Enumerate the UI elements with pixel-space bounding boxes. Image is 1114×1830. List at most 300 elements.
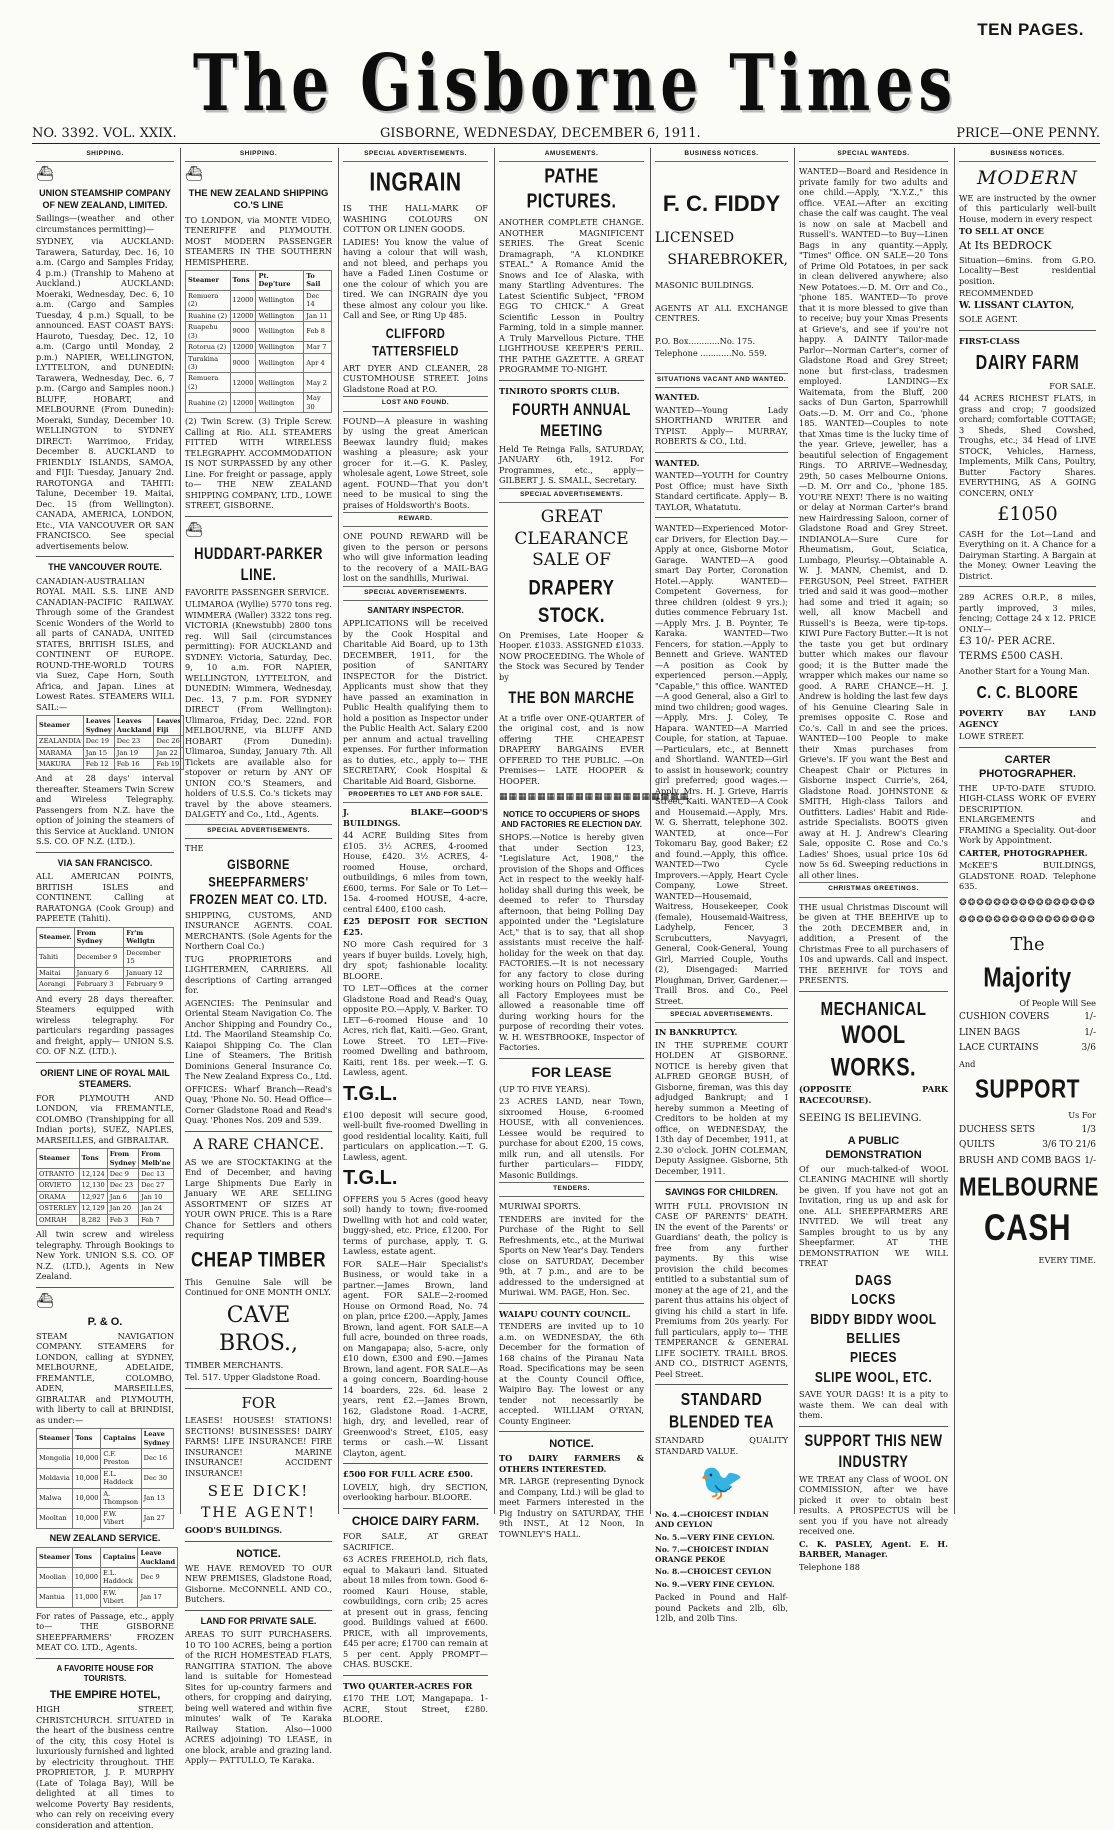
table-cell: Dec 26 [154,736,184,747]
table-cell: May 30 [304,393,332,413]
table-row [186,393,332,413]
table-cell: Ruahine (2) [186,393,231,413]
table-cell: Feb 7 [139,1214,174,1225]
special-ads-heading: SPECIAL ADVERTISEMENTS. [343,586,488,601]
table-cell: Tons [79,1149,107,1169]
christmas-greetings-body: THE usual Christmas Discount will be given at THE BEEHIVE up to the 20th DECEMBER and, in addition, a Present of the Christmas Free to all purchasers of 10s and upwards. Call and inspect. THE BEEHIVE for TOYS and PRESENTS. [799,901,948,986]
table-header-row [37,1548,178,1568]
ingrain-body: LADIES! You know the value of having a colour that will wash, and not bleed, and perhaps you have a Faded Linen Costume or one the colour of which you are tired. We can INGRAIN dye you these almost any colour you like. Call and See, or Ring Up 485. [343,236,488,321]
table-cell: Wellington [256,322,304,342]
column-heading: SPECIAL ADVERTISEMENTS. [343,148,488,162]
steamship-icon: ⛴ [36,166,54,183]
gisborne-sheepfarmers-body: SHIPPING, CUSTOMS, AND INSURANCE AGENTS. COAL MERCHANTS. (Sole Agents for the Northern Coal Co.) [185,909,332,952]
table-cell: Feb 3 [107,1214,138,1225]
column-special-ads [338,148,492,1725]
young-man-start: Another Start for a Young Man. [959,665,1090,676]
table-cell: Dec 16 [141,1449,173,1469]
table-cell: 12000 [230,393,256,413]
list-item: PIECES [849,1348,897,1366]
ingrain-title: INGRAIN [369,168,462,197]
support-industry-body: WE TREAT any Class of WOOL ON COMMISSION, after we have picked it over to obtain best results. A PROSPECTUS will be sent you if you have not already received one. [799,1473,948,1537]
union-sailings-subtitle: Sailings—(weather and other circumstances permitting)— [36,213,174,234]
table-cell: Dec 9 [138,1567,178,1587]
situation: Situation—6mins. from G.P.O. Locality—Best residential position. [959,254,1096,286]
price-row [959,1156,1096,1168]
price-row [959,1140,1096,1152]
san-francisco-body: ALL AMERICAN POINTS, BRITISH ISLES and CONTINENT. Calling at RARATONGA (Cook Group) and PAPEETE (Tahiti). [36,871,174,924]
san-francisco-table [36,927,174,991]
table-cell: January 6 [74,967,124,978]
wanted-youth: WANTED—YOUTH for Country Post Office; must have Sixth Standard certificate. Apply— B. TAYLOR, Whatatutu. [655,470,788,512]
election-notice-title: NOTICE TO OCCUPIERS OF SHOPS AND FACTORIES RE ELECTION DAY. [501,809,642,829]
newspaper-masthead: The Gisborne Times [192,38,958,130]
bedrock: At Its BEDROCK [959,238,1052,252]
tiniroto-club: TINIROTO SPORTS CLUB. [499,385,620,396]
table-cell: Jan 10 [139,1191,174,1202]
and-word: And [959,1058,976,1069]
public-demo-body: Of our much-talked-of WOOL CLEANING MACHINE will shortly be given. If you have not got an Invitation, ring us up and ask for one. ALL SHEEPFARMERS ARE INVITED. We will treat any Samples brought to us by any Sheepfarmer. AT THE DEMONSTRATION WE WILL TREAT [799,1163,948,1269]
sharebroker-label: SHAREBROKER, [667,252,788,269]
table-row [37,1449,174,1469]
table-cell: Mooltan [37,1508,73,1528]
bloore-agency: POVERTY BAY LAND AGENCY [959,708,1096,729]
list-item: SLIPE WOOL, ETC. [814,1367,933,1386]
table-cell: Jan 15 [83,747,114,758]
table-cell: Rotorua (2) [186,342,231,353]
column-heading: AMUSEMENTS. [499,148,644,162]
rare-chance-body: AS we are STOCKTAKING at the End of December, and having Large Shipments Due Early in January WE ARE SELLING ASSORTMENT OF SIZES AT YOUR OWN PRICE. This is a Rare Chance for Settlers and others requiring [185,1156,332,1241]
po-body: STEAM NAVIGATION COMPANY. STEAMERS for LONDON, calling at SYDNEY, MELBOURNE, ADELAIDE, FREMANTLE, COLOMBO, ADEN, MARSEILLES, GIBRALTAR and PLYMOUTH, with liberty to call at BRINDISI, as under:— [36,1330,174,1425]
empire-hotel-title: THE EMPIRE HOTEL, [49,1689,161,1702]
column-heading: SHIPPING. [36,148,174,162]
fiddy-title: F. C. FIDDY [662,191,781,217]
dairy-farmers-subtitle: TO DAIRY FARMERS & OTHERS INTERESTED. [499,1453,644,1474]
for-sale-list: FOR SALE—Hair Specialist's Business, or would take in a partner.—James Brown, land agent. FOR SALE—2-roomed House on Ormond Road, No. 74 on plan, price £200.—Apply, James Brown, land agent. FOR SALE—A full acre, bounded on three roads, on Mangapapa; also, 5-acre, only £10 down, £300 and £90.—James Brown, land agent. FOR SALE—As a going concern, Boarding-house 14 boarders, 22s. 6d. lease 2 years, rent £2.—James Brown, 162, Gladstone Road. 1-ACRE, high, dry, and levelled, rear of Greenwood's Street, £105, easy terms or cash.—W. Lissant Clayton, agent. [343,1258,488,1458]
price-value: 1/3 [1081,1124,1096,1135]
table-cell: 12,124 [79,1169,107,1180]
table-row [37,1180,174,1191]
table-cell: Moldavia [37,1468,73,1488]
table-cell: Jan 17 [138,1587,178,1607]
price-per-acre: £3 10/- PER ACRE. [959,636,1056,647]
waiapu-council-body: TENDERS are invited up to 10 a.m. on WEDNESDAY, the 6th December for the formation of 168 chains of the Piranau Nata Road. Specifications may be seen at the County Council Office, Waipiro Bay. The lowest or any tender not necessarily be accepted. WILLIAM O'RYAN, County Engineer. [499,1321,644,1426]
table-row [186,353,332,373]
po-sailing-table [36,1428,174,1528]
cave-bros-subtitle: TIMBER MERCHANTS. [185,1359,284,1370]
special-ads-heading: SPECIAL ADVERTISEMENTS. [185,824,332,839]
table-cell: Tons [73,1429,101,1449]
licensed-label: LICENSED [655,230,735,247]
cave-bros-title: CAVE BROS., [218,1302,299,1356]
for-sale-label: FOR SALE. [1049,380,1096,391]
dairy-farmers-body: MR. LARGE (representing Dynock and Company, Ltd.) will be glad to meet Farmers interested in the Pig Industry on SATURDAY, THE 9th INST., At 12 Noon, In TOWNLEY'S HALL. [499,1476,644,1539]
table-cell: Wellington [256,373,304,393]
column-shipping-2 [180,148,336,1766]
table-cell: Dec 30 [141,1468,173,1488]
choice-dairy-subtitle: FOR SALE, AT GREAT SACRIFICE. [343,1531,488,1552]
situations-heading: SITUATIONS VACANT AND WANTED. [655,373,788,388]
table-header-row [37,1429,174,1449]
wanted-typist: WANTED—Young Lady SHORTHAND WRITER and TYPIST. Apply— MURRAY, ROBERTS & CO., Ltd. [655,404,788,447]
table-cell: Jan 11 [304,310,332,321]
table-cell: ORVIETO [37,1180,80,1191]
table-row [37,1214,174,1225]
price-row [959,1043,1096,1055]
pathe-pictures-body: ANOTHER COMPLETE CHANGE. ANOTHER MAGNIFICENT SERIES. The Great Scenic Dramagraph, "A KLONDIKE STEAL." A Romance Amid the Snows and Ice of Alaska, with many Startling Adventures. The Latest Scientific Subject, "FROM EGG TO CHICK." A Great Scientific Lesson in Poultry Farming, told in a simple manner. A Truly Marvellous Picture. THE LIGHTHOUSE KEEPER'S PERIL. THE PATHE GAZETTE. A GREAT PROGRAMME TO-NIGHT. [499,217,644,375]
table-cell: Maitai [37,967,75,978]
table-cell: Captains [101,1548,138,1568]
drapery-stock-title: DRAPERY STOCK. [528,575,615,627]
savings-body: WITH FULL PROVISION IN CASE OF PARENTS' DEATH. IN the event of the Parents' or Guardians' death, the policy is free from any further payments. By this wise provision the child becomes entitled to a substantial sum of money at the age of 21, and the parent thus attains his object of giving his child a start in life. Premiums from 20s yearly. For full particulars, apply to— THE TEMPERANCE & GENERAL LIFE SOCIETY. TRAILL BROS. AND CO., DISTRICT AGENTS, Peel Street. [655,1200,788,1379]
the-agent: THE AGENT! [201,1505,316,1522]
of-people: Of People Will See [1019,997,1096,1008]
table-cell: MAKURA [37,759,84,770]
sell-at-once: TO SELL AT ONCE [959,226,1044,237]
bon-marche-body: At a trifle over ONE-QUARTER of the original cost, and is now offering THE CHEAPEST DRAPERY BARGAINS EVER OFFERED TO THE PUBLIC. —On Premises— LATE HOOPER & HOOPER. [499,712,644,786]
us-for: Us For [1068,1110,1096,1121]
acres-offer: 289 ACRES O.R.P., 8 miles, partly improved, 3 miles, fencing; Cottage 24 x 12. PRICE ONLY— [959,592,1096,634]
dateline [32,124,1100,144]
gisborne-sheepfarmers-offices: OFFICES: Wharf Branch—Read's Quay, 'Phone No. 50. Head Office—Corner Gladstone Road and Read's Quay. 'Phones Nos. 209 and 539. [185,1083,332,1126]
union-sailings-body: SYDNEY, via AUCKLAND: Tarawera, Saturday, Dec. 16, 10 a.m. (Cargo and Samples Friday, 4 p.m.) (Tranship to Maheno at Auckland.) AUCKLAND: Moeraki, Wednesday, Dec. 6, 10 a.m. (Cargo and Samples Tuesday, 4 p.m.) Squall, to be announced. EAST COAST BAYS: Hauroto, Tuesday, Dec. 12, 10 a.m. (Cargo until Monday, 2 p.m.) NAPIER, WELLINGTON, LYTTELTON, and DUNEDIN: Tarawera, Wednesday, Dec. 6, 7 p.m. (Cargo and Samples noon.) BLUFF, HOBART, and MELBOURNE (From Dunedin): Moeraki, Sunday, December 10. WELLINGTON to SYDNEY DIRECT: Warrimoo, Friday, December 8. AUCKLAND to FRIENDLY ISLANDS, SAMOA, and FIJI: Tuesday, January 2nd. RAROTONGA and TAHITI: Talune, December 19. Maitai, Dec. 15 (from Wellington). CANADA, AMERICA, LONDON, Etc., VIA VANCOUVER OR SAN FRANCISCO. See special advertisements below. [36,236,174,551]
table-cell: 10,000 [73,1508,101,1528]
for-lease-title: FOR LEASE [531,1063,612,1080]
majority-title: Majority [983,961,1072,993]
table-cell: 12,130 [79,1180,107,1191]
table-cell: May 2 [304,373,332,393]
seeing-believing: SEEING IS BELIEVING. [799,1113,922,1124]
gisborne-sheepfarmers-title: GISBORNE SHEEPFARMERS' FROZEN MEAT CO. LTD. [189,857,328,908]
gisborne-sheepfarmers-tug: TUG PROPRIETORS and LIGHTERMEN, CARRIERS. All descriptions of Carting arranged for. [185,953,332,996]
telephone: Telephone ............No. 559. [655,348,767,359]
list-item: DAGS [855,1271,892,1289]
table-row [37,1468,174,1488]
table-cell: Jan 13 [141,1488,173,1508]
table-cell: Feb 16 [114,759,154,770]
meeting-body: Held Te Reinga Falls, SATURDAY, JANUARY 6th, 1912. For Programmes, etc., apply— GILBERT J. S. SMALL, Secretary. [499,443,644,485]
muriwai-sports-body: TENDERS are invited for the Purchase of the Right to Sell Refreshments, etc., at the Muriwai Sports on New Year's Day. Tenders close on SATURDAY, December 9th, at 7 p.m., and are to be addressed to the undersigned at Muriwai. WM. PAGE, Hon. Sec. [499,1213,644,1298]
table-cell: Remuera (2) [186,290,231,310]
ornament-divider: ❂❂❂❂❂❂❂❂❂❂❂❂❂❂❂❂ [959,897,1096,908]
table-cell: 11,000 [72,1587,100,1607]
blake-title: J. BLAKE—GOOD'S BUILDINGS. [343,807,488,828]
full-acre-body: LOVELY, high, dry SECTION, overlooking harbour. BLOORE. [343,1481,488,1503]
quarter-acres-title: TWO QUARTER-ACRES FOR [343,1680,473,1691]
notice-body: WE HAVE REMOVED TO OUR NEW PREMISES, Gladstone Road, Gisborne. McCONNELL AND CO., Butchers. [185,1562,332,1605]
cheap-timber-title: CHEAP TIMBER [190,1247,327,1272]
table-cell: February 3 [74,979,124,990]
table-cell: ORAMA [37,1191,80,1202]
for-lease-subtitle: (UP TO FIVE YEARS). [499,1083,591,1094]
table-cell: February 9 [124,979,174,990]
carter-body: THE UP-TO-DATE STUDIO. HIGH-CLASS WORK OF EVERY DESCRIPTION. ENLARGEMENTS and FRAMING a Speciality. Out-door Work by Appointment. [959,782,1096,846]
table-cell: To Sail [304,271,332,291]
table-row [37,1587,178,1607]
table-cell: F.W. Vibert [101,1508,141,1528]
table-cell: Dec 13 [139,1169,174,1180]
price-list-1 [959,1012,1096,1055]
table-cell: Feb 8 [304,322,332,342]
table-cell: Jan 20 [107,1203,138,1214]
san-francisco-footer: And every 28 days thereafter. Steamers equipped with wireless telegraphy. For particulars regarding passages and freight, apply— UNION S.S. CO. OF N.Z. (LTD.). [36,993,174,1057]
support-title: SUPPORT [974,1075,1080,1105]
column-heading: SPECIAL WANTEDS. [799,148,948,162]
reward-body: ONE POUND REWARD will be given to the person or persons who will give information leading to the recovery of a MAIL-BAG lost on the sandhills, Muriwai. [343,531,488,584]
rare-chance-title: A RARE CHANCE. [192,1136,325,1153]
table-cell: Wellington [256,353,304,373]
price-label: LINEN BAGS [959,1027,1021,1038]
table-cell: Jan 27 [141,1508,173,1528]
table-cell: Dec 27 [139,1180,174,1191]
table-cell: Tons [72,1548,100,1568]
price-value: 1/- [1084,1027,1096,1038]
huddart-parker-subtitle: FAVORITE PASSENGER SERVICE. [185,586,330,597]
every-time: EVERY TIME. [1038,1254,1096,1265]
notice-title: NOTICE. [236,1547,281,1560]
column-shipping-1 [32,148,182,1830]
save-dags: SAVE YOUR DAGS! It is a pity to waste them. We can deal with them. [799,1389,948,1421]
land-sale-title: LAND FOR PRIVATE SALE. [200,1615,317,1626]
vancouver-route-footer: And at 28 days' interval thereafter. Steamers Twin Screw and Wireless Telegraphy. Passengers from N.Z. have the option of joining the steamers of this Service at Auckland. UNION S.S. CO. OF N.Z. (LTD.). [36,773,174,847]
see-dick: SEE DICK! [207,1482,310,1501]
table-row [186,310,332,321]
gisborne-sheepfarmers-the: THE [185,843,204,854]
bloore-title: C. C. BLOORE [976,681,1079,702]
table-cell: Leaves Fiji [154,716,184,736]
table-header-row [37,716,184,736]
for-lease-body: 23 ACRES LAND, near Town, sixroomed House, 6-roomed HOUSE, with all conveniences. Lessee would be required to purchase for about £200, 15 cows, milk run, and all utensils. For further particulars— FIDDY, Masonic Buildings. [499,1096,644,1180]
table-cell: January 12 [124,967,174,978]
table-row [37,759,184,770]
to-let-list: TO LET—Offices at the corner Gladstone Road and Read's Quay, opposite P.O.—Apply, V. Barker. TO LET—6-roomed House and 10 Acres, rich flat, Kaiti.—Geo. Grant, Lowe Street. TO LET—Five-roomed Dwelling and bathroom, Kaiti, rent 18s. per week.—T. G. Lawless, agent. [343,983,488,1078]
special-ads-heading: SPECIAL ADVERTISEMENTS. [655,1008,788,1023]
racecourse-subtitle: (OPPOSITE PARK RACECOURSE). [799,1084,948,1105]
ten-pages-label: TEN PAGES. [977,20,1084,39]
for-heading: FOR [241,1393,276,1412]
column-business-notices-2 [954,148,1100,1514]
modern-title: MODERN [976,167,1079,190]
empire-hotel-body: HIGH STREET, CHRISTCHURCH. SITUATED in the heart of the business centre of the city, this cosy Hotel is luxuriously furnished and lighted by electricity throughout. THE PROPRIETOR, J. P. MURPHY (Late of Tolaga Bay), Will be delighted at all times to welcome Poverty Bay residents, who can rely on receiving every consideration and attention. [36,1704,174,1830]
table-cell: Jan 22 [154,747,184,758]
table-row [186,322,332,342]
price-label: CUSHION COVERS [959,1012,1050,1023]
table-cell: Leaves Auckland [114,716,154,736]
orient-line-table [36,1148,174,1226]
lost-found-body: FOUND—A pleasure in washing by using the great American Beewax laundry fluid; makes washing a pleasure; ask your grocer for it.—G. K. Pasley, wholesale agent, Lowe Street, sole agent. FOUND—That you don't need to be musical to sing the praises of Holdsworth's Boots. [343,415,488,510]
table-cell: Tons [230,271,256,291]
huddart-parker-title: HUDDART-PARKER LINE. [194,543,323,583]
table-cell: 12000 [230,290,256,310]
table-header-row [37,1149,174,1169]
carter-title: CARTER PHOTOGRAPHER. [979,753,1076,780]
table-cell: December 15 [124,947,174,967]
table-row [37,1488,174,1508]
table-cell: Steamer [186,271,231,291]
table-cell: Mongolia [37,1449,73,1469]
table-cell: Dec 23 [114,736,154,747]
table-cell: 9000 [230,322,256,342]
price-row [959,1012,1096,1024]
table-cell: Turakina (3) [186,353,231,373]
table-cell: Pt. Dep'ture [256,271,304,291]
vancouver-sailing-table [36,715,184,770]
ornament-divider: ▦▦▦▦▦▦▦▦▦▦▦▦▦▦▦▦▦▦▦▦ [499,792,690,803]
wool-works-title: WOOL WORKS. [830,1021,917,1082]
table-cell: Steamer [37,716,84,736]
table-cell: Jan 6 [107,1191,138,1202]
dairy-farm-title: DAIRY FARM [975,352,1080,375]
table-cell: ZEALANDIA [37,736,84,747]
great-clearance-title: GREAT CLEARANCE SALE OF [514,506,629,571]
recommended: RECOMMENDED [959,288,1034,299]
orient-line-title: ORIENT LINE OF ROYAL MAIL STEAMERS. [40,1067,170,1090]
table-row [37,1169,174,1180]
table-cell: A. Thompson [101,1488,141,1508]
farm-price: £1050 [997,503,1058,526]
table-cell: Dec 23 [107,1180,138,1191]
table-cell: 12,927 [79,1191,107,1202]
list-item: No. 9.—VERY FINE CEYLON. [655,1579,775,1589]
price-value: 1/- [1084,1012,1096,1023]
column-heading: BUSINESS NOTICES. [655,148,788,162]
gisborne-sheepfarmers-agencies: AGENCIES: The Peninsular and Oriental Steam Navigation Co. The Anchor Shipping and Foundry Co., Ltd. The Maoriland Steamship Co. Kaiapoi Shipping Co. The Clan Line of Steamers. The British Dominions General Insurance Co. The New Zealand Express Co., Ltd. [185,997,332,1082]
po-box: P.O. Box............No. 175. [655,335,756,346]
sanitary-inspector-body: APPLICATIONS will be received by the Cook Hospital and Charitable Aid Board, up to 13th DECEMBER, 1911, for the position of SANITARY INSPECTOR for the District. Applicants must show that they have passed an examination in Public Health qualifying them to hold a position as Inspector under the Public Health Act. Salary £200 per annum and actual travelling expenses. For further information as to duties, etc., apply to— THE SECRETARY, Cook Hospital & Charitable Aid Board, Gisborne. [343,618,488,786]
table-cell: 12000 [230,342,256,353]
choice-dairy-title: CHOICE DAIRY FARM. [351,1513,480,1528]
table-cell: Feb 19 [154,759,184,770]
table-cell: From Sydney [74,927,124,947]
wanted-heading: WANTED. [655,457,700,468]
favorite-house-title: A FAVORITE HOUSE FOR TOURISTS. [56,1663,154,1683]
column-heading: SHIPPING. [185,148,332,162]
treat-list [799,1273,948,1385]
table-cell: OMRAH [37,1214,80,1225]
table-cell: Mar 7 [304,342,332,353]
cave-bros-address: Tel. 517. Upper Gladstone Road. [185,1372,321,1383]
carter-photographer: CARTER, PHOTOGRAPHER. [959,847,1088,858]
reward-heading: REWARD. [343,512,488,527]
column-heading: BUSINESS NOTICES. [959,148,1096,162]
list-item: BIDDY BIDDY WOOL [810,1309,937,1328]
union-company-title: UNION STEAMSHIP COMPANY OF NEW ZEALAND, LIMITED. [39,188,171,210]
telephone: Telephone 188 [799,1561,860,1572]
table-cell: Dec 14 [304,290,332,310]
table-cell: From Melb'ne [139,1149,174,1169]
table-cell: Malwa [37,1488,73,1508]
price-value: 3/6 TO 21/6 [1042,1140,1096,1151]
list-item: BELLIES [846,1329,901,1347]
clayton-name: W. LISSANT CLAYTON, [959,300,1075,311]
ostrich-icon: 🐦 [699,1462,744,1504]
table-cell: Fr'm Wellgtn [124,927,174,947]
signature: C. K. PASLEY, Agent. E. H. BARBER, Manager. [799,1538,948,1560]
deposit-body: NO more Cash required for 3 years if buyer builds. Lovely, high, dry spot; fashionable locality. BLOORE. [343,939,488,981]
bankruptcy-title: IN BANKRUPTCY. [655,1027,738,1038]
sanitary-inspector-title: SANITARY INSPECTOR. [367,605,464,616]
special-ads-heading: SPECIAL ADVERTISEMENTS. [499,488,644,503]
table-cell: E.L. Haddock [101,1468,141,1488]
carter-address: McKEE'S BUILDINGS, GLADSTONE ROAD. Telephone 635. [959,860,1096,892]
table-cell: Captains [101,1429,141,1449]
list-item: No. 8.—CHOICEST CEYLON [655,1567,772,1577]
table-cell: Wellington [256,290,304,310]
for-list: LEASES! HOUSES! STATIONS! SECTIONS! BUSINESSES! DAIRY FARMS! LIFE INSURANCE! FIRE INSURANCE! MARINE INSURANCE! ACCIDENT INSURANCE! [185,1415,332,1478]
price-label: LACE CURTAINS [959,1043,1039,1054]
wanted-heading: WANTED. [655,392,700,403]
orient-line-footer: All twin screw and wireless telegraphy. Through Bookings to New York. UNION S.S. CO. OF N.Z. (LTD.), Agents in New Zealand. [36,1229,174,1282]
table-row [37,1191,174,1202]
wanted-list: WANTED—Experienced Motor-car Drivers, for Election Day.—Apply at once, Gisborne Motor Garage. WANTED—A good smart Day Porter, Coronation Hotel.—Apply. WANTED—Competent Governess, for three children (oldest 9 yrs.); duties commence February 1st.—Apply Mrs. J. B. Poynter, Te Karaka. WANTED—Two Fencers, for station.—Apply to Bennett and Grieve. WANTED—A position as Cook by experienced person.—Apply, "Capable," this office. WANTED—A good General, also a Girl to mind two children; good wages.—Apply, Mrs. J. Coley, Te Hapara. WANTED—A Married Couple, for station, at Tapuae.—Particulars, etc., at Bennett and Shortland. WANTED—Girl to assist in housework; country girl preferred; good wages.—Apply, Mrs. H. J. Grieve, Harris Street, Kaiti. WANTED—A Cook and Housemaid.—Apply, Mrs. W. G. Sherratt, telephone 302. WANTED, at once—For Tokomaru Bay, good Baker; £2 and found.—Apply, this office. WANTED—Two Cycle Improvers.—Apply, Heart Cycle Company, Lowe Street. WANTED—Housemaid, Waitress, Housekeeper, Cook (female), Housemaid-Waitress, Ladyhelp, Fencer, 3 Scrubcutters, Navyagri, General, Cook-General, Young Girl, Married Couple, Youths (2), Disengaged: Married Ploughman, Driver, Gardener.—Traill Bros. and Co., Peel Street. [655,523,788,1006]
table-row [37,1203,174,1214]
steamship-icon: ⛴ [185,166,203,183]
table-row [186,373,332,393]
po-title: P. & O. [87,1315,123,1328]
table-cell: Steamer [37,1548,73,1568]
table-row [186,342,332,353]
steamship-icon: ⛴ [185,521,203,538]
bon-marche-title: THE BON MARCHE [508,687,635,707]
table-cell: 10,000 [73,1449,101,1469]
table-cell: Leave Sydney [141,1429,173,1449]
table-cell: 12000 [230,373,256,393]
table-cell: C.F. Preston [101,1449,141,1469]
properties-heading: PROPERTIES TO LET AND FOR SALE. [343,788,488,803]
table-cell: Wellington [256,310,304,321]
vancouver-route-body: CANADIAN-AUSTRALIAN ROYAL MAIL S.S. LINE AND CANADIAN-PACIFIC RAILWAY. Through some of the Grandest Scenic Wonders of the World to all parts of CANADA, UNITED STATES, BRITISH ISLES, and CONTINENT OF EUROPE. ROUND-THE-WORLD TOURS via Suez, Cape Horn, South Africa, and Japan. Lines at Lowest Rates. STEAMERS WILL SAIL:— [36,575,174,712]
table-cell: Ruapehu (3) [186,322,231,342]
christmas-greetings-heading: CHRISTMAS GREETINGS. [799,882,948,897]
table-cell: Leave Auckland [138,1548,178,1568]
table-cell: Leaves Sydney [83,716,114,736]
issue-number: NO. 3392. VOL. XXIX. [32,126,177,141]
nz-service-footer: For rates of Passage, etc., apply to— THE GISBORNE SHEEPFARMERS' FROZEN MEAT CO. LTD., Agents. [36,1610,174,1653]
the-word: The [1010,933,1045,955]
tgl-title: T.G.L. [343,1167,398,1190]
table-row [37,979,174,990]
nz-shipping-footer: (2) Twin Screw. (3) Triple Screw. Calling at Rio. ALL STEAMERS FITTED WITH WIRELESS TELEGRAPHY. ACCOMMODATION IS NOT SURPASSED by any other Line. For freight or passage, apply to— THE NEW ZEALAND SHIPPING COMPANY, LTD., LOWE STREET, GISBORNE. [185,416,332,511]
table-cell: December 9 [74,947,124,967]
tea-grade-list [655,1510,788,1589]
table-cell: Mantua [37,1587,73,1607]
table-cell: Remuera (2) [186,373,231,393]
nz-service-title: NEW ZEALAND SERVICE. [49,1532,161,1543]
table-row [37,1508,174,1528]
table-cell: OTRANTO [37,1169,80,1180]
nz-shipping-table [185,270,332,413]
first-class-label: FIRST-CLASS [959,335,1020,346]
drapery-body: On Premises, Late Hooper & Hooper. £1033. ASSIGNED £1033. NOW PROCEEDING. The Whole of the Stock was Secured by Tender by [499,629,644,682]
issue-price: PRICE—ONE PENNY. [956,126,1100,141]
table-cell: Wellington [256,393,304,413]
table-cell: Jan 24 [139,1203,174,1214]
table-cell: 10,000 [72,1567,100,1587]
ingrain-subtitle: IS THE HALL-MARK OF WASHING COLOURS ON COTTON OR LINEN GOODS. [343,203,488,235]
mechanical-title: MECHANICAL [820,998,927,1020]
list-item: No. 7.—CHOICEST INDIAN ORANGE PEKOE [655,1545,769,1564]
pathe-pictures-title: PATHE PICTURES. [526,166,617,214]
tgl-title: T.G.L. [343,1082,398,1105]
melbourne-title: MELBOURNE [959,1173,1099,1202]
table-cell: Tahiti [37,947,75,967]
price-value: 1/- [1084,1155,1096,1166]
nz-shipping-subtitle: TO LONDON, via MONTE VIDEO, TENERIFFE and PLYMOUTH. MOST MODERN PASSENGER STEAMERS IN THE SOUTHERN HEMISPHERE. [185,214,332,267]
table-cell: Apr 4 [304,353,332,373]
table-header-row [37,927,174,947]
table-cell: Steamer [37,1429,73,1449]
standard-tea-title: STANDARD BLENDED TEA [668,1388,775,1432]
muriwai-sports-title: MURIWAI SPORTS. [499,1201,581,1212]
